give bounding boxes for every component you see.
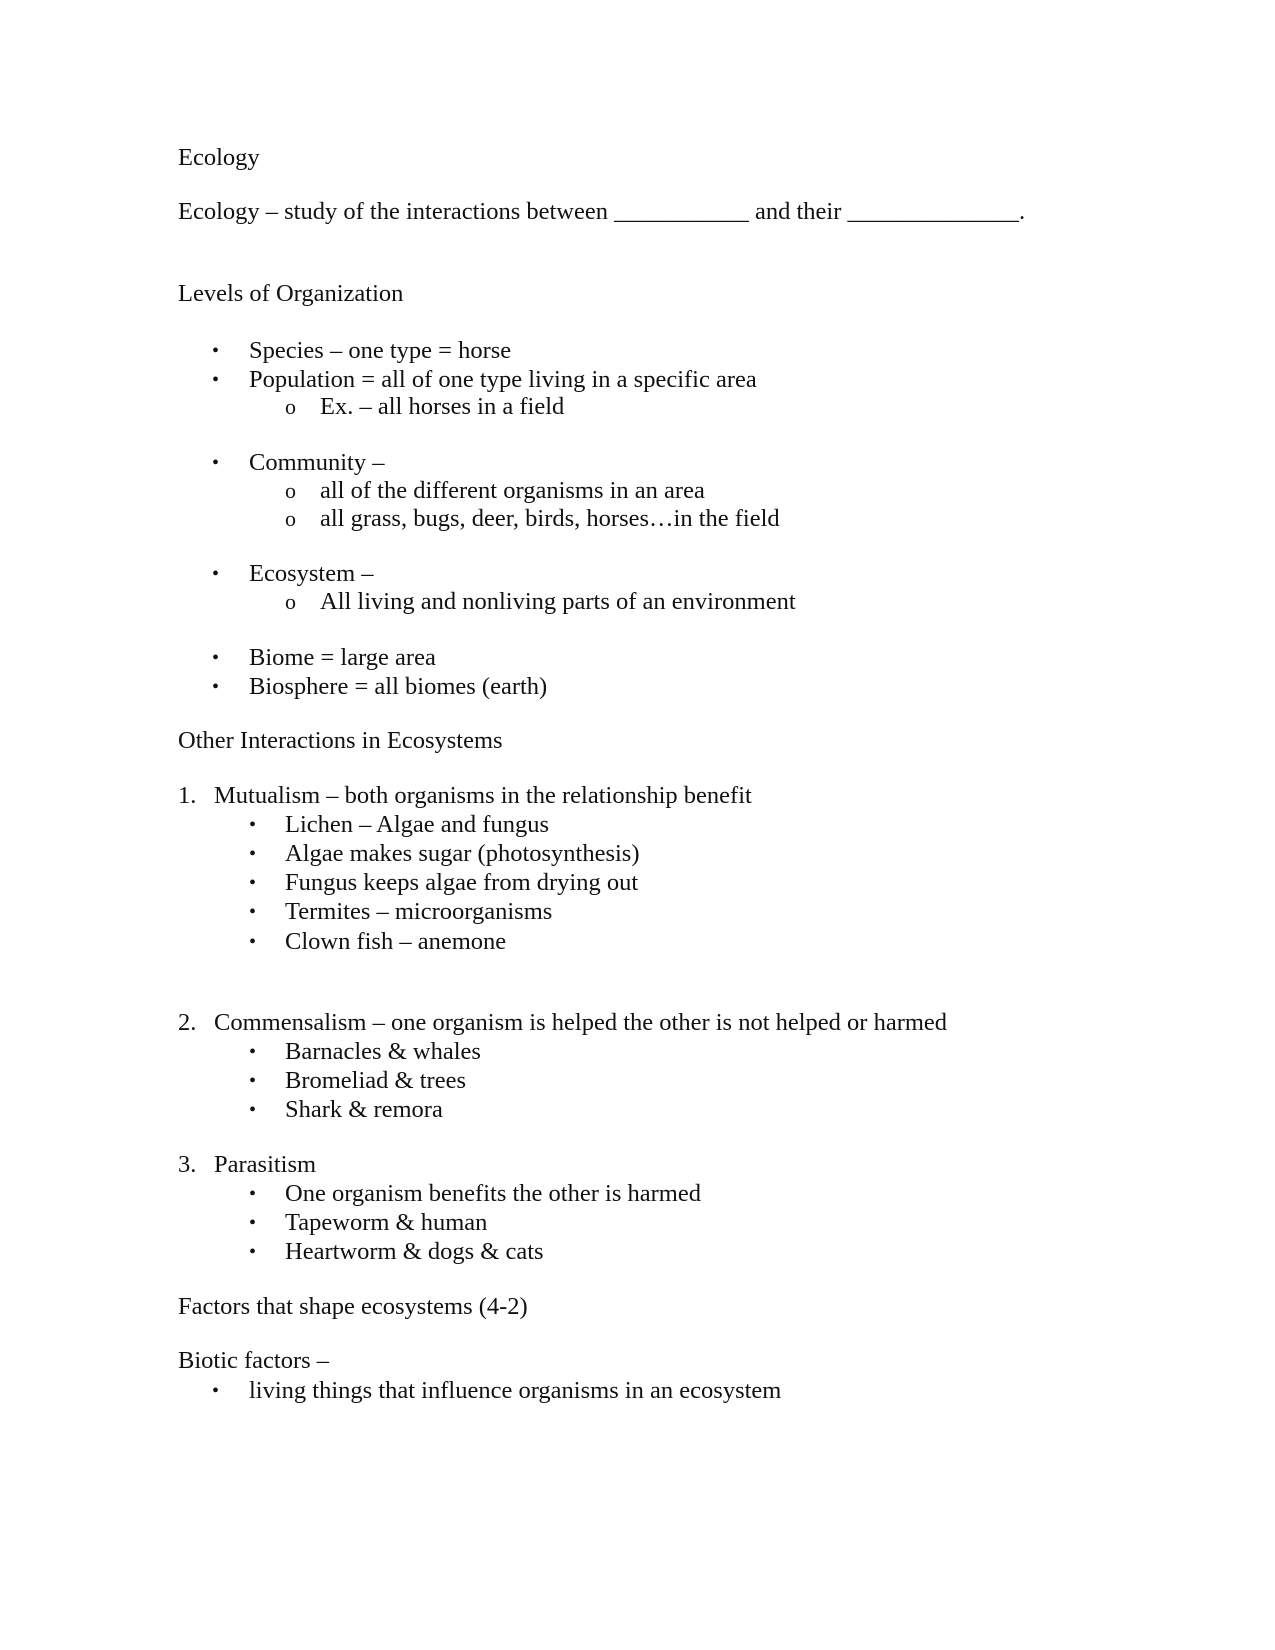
interaction-item: Termites – microorganisms <box>285 898 553 925</box>
bullet-icon: • <box>249 1070 257 1092</box>
interaction-item: Algae makes sugar (photosynthesis) <box>285 840 640 867</box>
bullet-icon: • <box>212 676 220 698</box>
bullet-icon: • <box>212 647 220 669</box>
interaction-item: Fungus keeps algae from drying out <box>285 869 639 896</box>
interaction-item: Clown fish – anemone <box>285 928 507 955</box>
factors-heading: Factors that shape ecosystems (4-2) <box>178 1293 528 1320</box>
bullet-icon: • <box>212 369 220 391</box>
level-subitem: all of the different organisms in an area <box>320 477 705 504</box>
interaction-item: Barnacles & whales <box>285 1038 481 1065</box>
bullet-icon: • <box>249 1099 257 1121</box>
interaction-title-commensalism: Commensalism – one organism is helped the other is not helped or harmed <box>214 1009 948 1036</box>
interaction-item: One organism benefits the other is harmed <box>285 1180 701 1207</box>
biotic-heading: Biotic factors – <box>178 1347 330 1374</box>
level-item-species: Species – one type = horse <box>249 337 512 364</box>
bullet-icon: • <box>212 340 220 362</box>
level-item-biome: Biome = large area <box>249 644 436 671</box>
level-subitem: All living and nonliving parts of an environment <box>320 588 796 615</box>
circle-bullet-icon: o <box>285 506 296 531</box>
bullet-icon: • <box>249 1183 257 1205</box>
interaction-item: Tapeworm & human <box>285 1209 488 1236</box>
circle-bullet-icon: o <box>285 394 296 419</box>
biotic-item: living things that influence organisms in an ecosystem <box>249 1377 782 1404</box>
level-item-community: Community – <box>249 449 385 476</box>
bullet-icon: • <box>212 452 220 474</box>
level-item-biosphere: Biosphere = all biomes (earth) <box>249 673 548 700</box>
level-item-ecosystem: Ecosystem – <box>249 560 374 587</box>
ecology-definition: Ecology – study of the interactions between ___________ and their ______________. <box>178 198 1026 225</box>
level-subitem: Ex. – all horses in a field <box>320 393 565 420</box>
bullet-icon: • <box>249 814 257 836</box>
circle-bullet-icon: o <box>285 589 296 614</box>
bullet-icon: • <box>212 1380 220 1402</box>
bullet-icon: • <box>249 931 257 953</box>
level-subitem: all grass, bugs, deer, birds, horses…in the field <box>320 505 780 532</box>
interaction-item: Bromeliad & trees <box>285 1067 466 1094</box>
bullet-icon: • <box>249 1041 257 1063</box>
bullet-icon: • <box>249 901 257 923</box>
bullet-icon: • <box>249 1212 257 1234</box>
circle-bullet-icon: o <box>285 478 296 503</box>
list-number: 2. <box>178 1009 197 1036</box>
interaction-item: Heartworm & dogs & cats <box>285 1238 544 1265</box>
interaction-title-mutualism: Mutualism – both organisms in the relationship benefit <box>214 782 752 809</box>
interaction-item: Lichen – Algae and fungus <box>285 811 549 838</box>
bullet-icon: • <box>249 872 257 894</box>
list-number: 1. <box>178 782 197 809</box>
interactions-heading: Other Interactions in Ecosystems <box>178 727 503 754</box>
bullet-icon: • <box>212 563 220 585</box>
interaction-title-parasitism: Parasitism <box>214 1151 317 1178</box>
page-title: Ecology <box>178 144 260 171</box>
levels-heading: Levels of Organization <box>178 280 404 307</box>
bullet-icon: • <box>249 843 257 865</box>
level-item-population: Population = all of one type living in a specific area <box>249 366 757 393</box>
interaction-item: Shark & remora <box>285 1096 443 1123</box>
list-number: 3. <box>178 1151 197 1178</box>
bullet-icon: • <box>249 1241 257 1263</box>
